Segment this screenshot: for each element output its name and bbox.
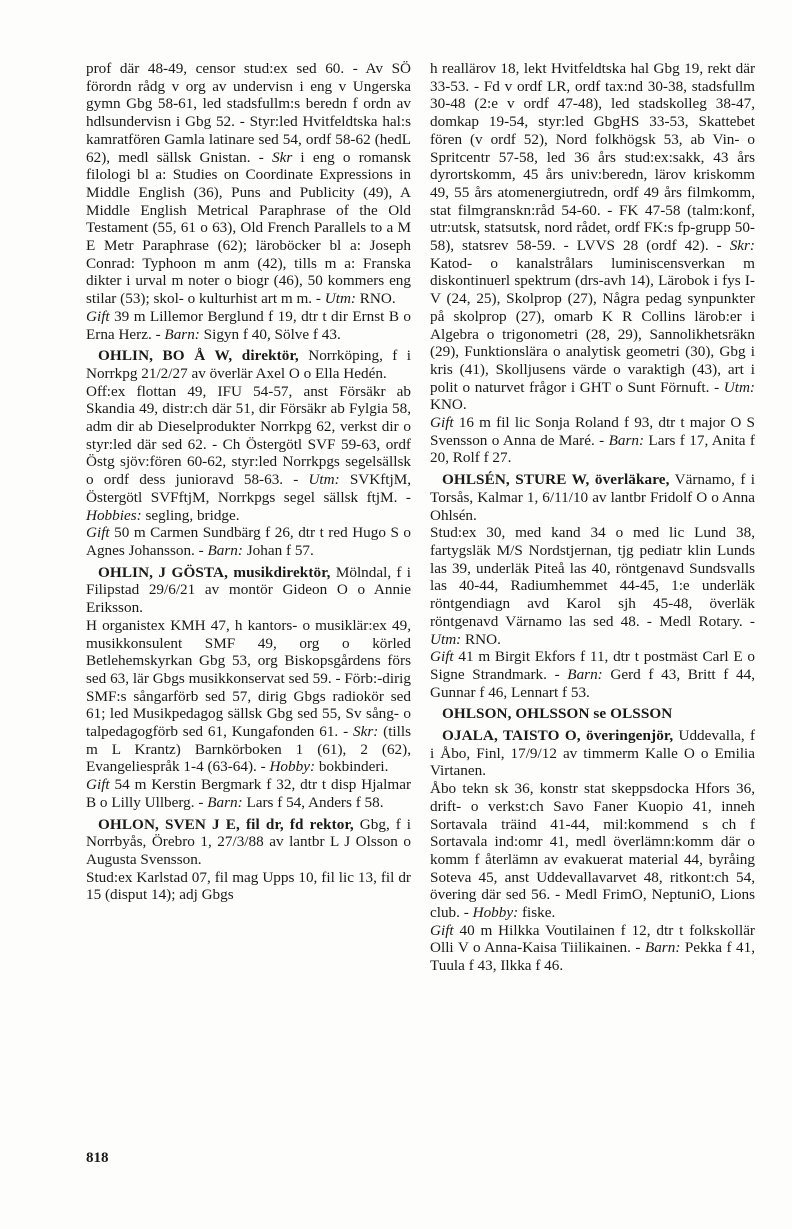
entry-text: segling, bridge. xyxy=(141,506,240,524)
entry-paragraph xyxy=(86,308,411,343)
entry-ohlon-sven xyxy=(86,816,411,905)
entry-text: 39 m Lillemor Berglund f 19, dtr t dir Ernst B o Erna Herz. - xyxy=(86,307,411,343)
entry-text: Åbo tekn sk 36, konstr stat skeppsdocka Hfors 36, drift- o verkst:ch Savo Faner Kuopio 41, inneh Sortavala träind 41-44, mil:kommend s ch f Sortavala ind:omr 41, medl överlämn:komm där o komm f återlämn av evakuerat material 44, byråing Soteva 45, anst Uddevallavarvet 48, ritkont:ch 54, övering där sed 56. - Medl FrimO, NeptuniO, Lions club. - xyxy=(430,780,755,922)
entry-paragraph xyxy=(86,869,411,904)
entry-text: Pekka f 41, Tuula f 43, Ilkka f 46. xyxy=(430,939,755,975)
field-label: Gift xyxy=(430,921,454,939)
entry-ohlin-gosta xyxy=(86,564,411,812)
entry-paragraph xyxy=(430,705,755,723)
entry-text: Mölndal, f i Filipstad 29/6/21 av montör Gideon O o Annie Eriksson. xyxy=(86,563,412,617)
entry-paragraph xyxy=(86,347,411,382)
field-label: Skr: xyxy=(352,723,379,741)
field-label: Utm: xyxy=(430,630,462,648)
entry-text: fiske. xyxy=(518,904,556,922)
entry-text: Stud:ex 30, med kand 34 o med lic Lund 38, fartygsläk M/S Nordstjernan, tjg pediatr klin Lunds las 39, underläk Piteå las 40, röntgenavd Sundsvalls las 40-44, Radiumhemmet 44-45, 1:e underläk röntgendiagn avd Karol sjh 45-48, överläk röntgenavd Värnamo las sed 48. - Medl Rotary. - xyxy=(430,524,755,630)
entry-paragraph xyxy=(86,60,411,308)
entry-name: OHLIN, BO Å W, direktör, xyxy=(98,347,299,365)
entry-text: i eng o romansk filologi bl a: Studies on Coordinate Expressions in Middle English (36), Puns and Publicity (49), A Middle English Metrical Paraphrase of the Old Testament (55, 61 o 63), Old French Parallels to a M E Metr Paraphrase (62); läroböcker bl a: Joseph Conrad: Typhoon m anm (42), tills m a: Franska dikter i urval m noter o biogr (46), 50 kommers eng stilar (53); skol- o kulturhist art m m. - xyxy=(86,148,412,308)
entry-paragraph xyxy=(430,524,755,648)
entry-paragraph xyxy=(86,617,411,776)
entry-name: OJALA, TAISTO O, överingenjör, xyxy=(442,727,674,745)
entry-paragraph xyxy=(86,816,411,869)
entry-text: RNO. xyxy=(461,630,501,648)
entry-text: bokbinderi. xyxy=(315,758,389,776)
entry-paragraph xyxy=(86,383,411,525)
entry-paragraph xyxy=(86,776,411,811)
field-label: Barn: xyxy=(567,665,603,683)
field-label: Utm: xyxy=(324,290,356,308)
entry-text: (tills m L Krantz) Barnkörboken 1 (61), 2 (62), Evangeliespråk 1-4 (63-64). - xyxy=(86,723,411,776)
entry-text: 50 m Carmen Sundbärg f 26, dtr t red Hugo S o Agnes Johansson. - xyxy=(86,524,411,559)
entry-ohlin-bo xyxy=(86,347,411,559)
field-label: Utm: xyxy=(723,378,755,396)
field-label: Barn: xyxy=(644,939,681,957)
entry-name: OHLSÉN, STURE W, överläkare, xyxy=(442,471,670,489)
entry-name: OHLIN, J GÖSTA, musikdirektör, xyxy=(98,563,331,581)
field-label: Gift xyxy=(430,414,454,432)
entry-paragraph xyxy=(430,727,755,780)
entry-text: Uddevalla, f i Åbo, Finl, 17/9/12 av timmerm Kalle O o Emilia Virtanen. xyxy=(430,727,756,780)
entry-text: Lars f 17, Anita f 20, Rolf f 27. xyxy=(430,431,755,467)
field-label: Barn: xyxy=(207,793,243,811)
entry-name: OHLSON, OHLSSON se OLSSON xyxy=(442,705,673,723)
entry-paragraph xyxy=(86,564,411,617)
field-label: Gift xyxy=(430,648,454,666)
entry-text: 16 m fil lic Sonja Roland f 93, dtr t major O S Svensson o Anna de Maré. - xyxy=(430,414,755,449)
entry-paragraph xyxy=(86,524,411,559)
entry-ohlson-ref xyxy=(430,705,755,723)
entry-text: SVKftjM, Östergötl SVFftjM, Norrkpgs segel sällsk ftjM. - xyxy=(86,471,412,506)
entry-text: H organistex KMH 47, h kantors- o musiklär:ex 49, musikkonsulent SMF 49, org o körled Betlehemskyrkan Gbg 53, org Biskopsgårdens förs sed 63, lär Gbgs musikkonservat sed 59. - Förb:-dirig SMF:s sångarförb sed 57, dirig Gbgs radiokör sed 61; led Musikpedagog sällsk Gbg sed 55, Sv sång- o talpedagogförb sed 61, Kungafonden 61. - xyxy=(86,616,411,741)
field-label: Hobby: xyxy=(472,904,519,922)
entry-text: Gerd f 43, Britt f 44, Gunnar f 46, Lennart f 53. xyxy=(430,665,755,701)
entry-paragraph xyxy=(430,471,755,524)
right-column xyxy=(430,60,755,975)
field-label: Gift xyxy=(86,776,110,794)
field-label: Barn: xyxy=(164,325,200,343)
entry-text: h reallärov 18, lekt Hvitfeldtska hal Gbg 19, rekt där 33-53. - Fd v ordf LR, ordf tax:nd 30-38, stadsfullm 30-48 (2:e v ordf 47-48), led stadskolleg 38-47, domkap 19-54, styr:led GbgHS 33-53, Skattebet fören (v ordf 52), Nord folkhögsk 53, ab Vin- o Spritcentr 57-58, led 36 års stud:ex:sakk, 43 års dyrortskomm, 45 års univ:beredn, lärov kriskomm 49, 55 års atomenergiutredn, ordf 49 års filmkomm, stat filmgranskn:råd 54-60. - FK 47-58 (talm:konf, utr:utsk, statsutsk, nord rådet, ordf FK:s fp-grupp 50-58), statsrev 58-59. - LVVS 28 (ordf 42). - xyxy=(430,60,755,255)
entry-name: OHLON, SVEN J E, fil dr, fd rektor, xyxy=(98,815,354,833)
entry-paragraph xyxy=(430,60,755,414)
entry-text: Norrköping, f i Norrkpg 21/2/27 av överlär Axel O o Ella Hedén. xyxy=(86,347,411,382)
entry-text: RNO. xyxy=(355,290,396,308)
entry-text: 40 m Hilkka Voutilainen f 12, dtr t folkskollär Olli V o Anna-Kaisa Tiilikainen. - xyxy=(430,921,755,957)
page-number: 818 xyxy=(86,1150,109,1166)
left-column xyxy=(86,60,411,904)
field-label: Utm: xyxy=(308,471,340,489)
entry-text: Stud:ex Karlstad 07, fil mag Upps 10, fil lic 13, fil dr 15 (disput 14); adj Gbgs xyxy=(86,868,411,904)
entry-text: Sigyn f 40, Sölve f 43. xyxy=(199,325,341,343)
entry-cont xyxy=(86,60,411,343)
field-label: Skr: xyxy=(729,237,755,255)
entry-text: prof där 48-49, censor stud:ex sed 60. - Av SÖ förordn rådg v org av undervisn i eng v Ungerska gymn Gbg 58-61, led stadsfullm:s beredn f ordn av hdlsundervisn i Gbg 52. - Styr:led Hvitfeldtska hal:s kamratfören Gamla latinare sed 54, ordf 58-62 (hedL 62), medl sällsk Gnistan. - xyxy=(86,60,411,166)
entry-text: 54 m Kerstin Bergmark f 32, dtr t disp Hjalmar B o Lilly Ullberg. - xyxy=(86,776,411,811)
entry-paragraph xyxy=(430,780,755,922)
entry-text: 41 m Birgit Ekfors f 11, dtr t postmäst Carl E o Signe Strandmark. - xyxy=(430,648,755,683)
entry-paragraph xyxy=(430,414,755,467)
entry-ojala-taisto xyxy=(430,727,755,975)
entry-paragraph xyxy=(430,922,755,975)
field-label: Barn: xyxy=(608,431,645,449)
entry-ohlsen-sture xyxy=(430,471,755,701)
field-label: Hobby: xyxy=(269,758,316,776)
entry-text: Off:ex flottan 49, IFU 54-57, anst Försäkr ab Skandia 49, distr:ch där 51, dir Försäkr ab Fylgia 58, adm dir ab Dieselprodukter Norrkpg 62, verkst dir o styr:led där sed 62. - Ch Östergötl SVF 59-63, ordf Östg sjöv:fören 60-62, styr:led Norrkpgs segelsällsk o ordf dess junioravd 58-63. - xyxy=(86,382,411,489)
field-label: Gift xyxy=(86,524,110,542)
field-label: Hobbies: xyxy=(86,506,142,524)
entry-text: Lars f 54, Anders f 58. xyxy=(242,793,384,811)
field-label: Gift xyxy=(86,307,110,325)
entry-cont2 xyxy=(430,60,755,467)
entry-paragraph xyxy=(430,648,755,701)
field-label: Skr xyxy=(272,148,293,166)
entry-text: Gbg, f i Norrbyås, Örebro 1, 27/3/88 av lantbr L J Olsson o Augusta Svensson. xyxy=(86,815,411,868)
entry-text: Johan f 57. xyxy=(242,541,314,559)
field-label: Barn: xyxy=(207,541,243,559)
entry-text: Katod- o kanalstrålars luminiscensverkan m diskontinuerl spektrum (drs-avh 14), Lärobok i fys I-V (24, 25), Skolprop (27), Några pedag synpunkter på skolprop (27), omarb K R Collins lärob:er i Algebra o trigonometri (28, 29), Sannolikhetsräkn (29), Funktionslära o analytisk geometri (30), Gbg i kris (41), Skolljusens värde o varaktigh (43), art i polit o naturvet frågor i GHT o Sunt Förnuft. - xyxy=(430,254,755,396)
entry-text: KNO. xyxy=(430,396,467,414)
entry-text: Värnamo, f i Torsås, Kalmar 1, 6/11/10 av lantbr Fridolf O o Anna Ohlsén. xyxy=(430,471,755,524)
